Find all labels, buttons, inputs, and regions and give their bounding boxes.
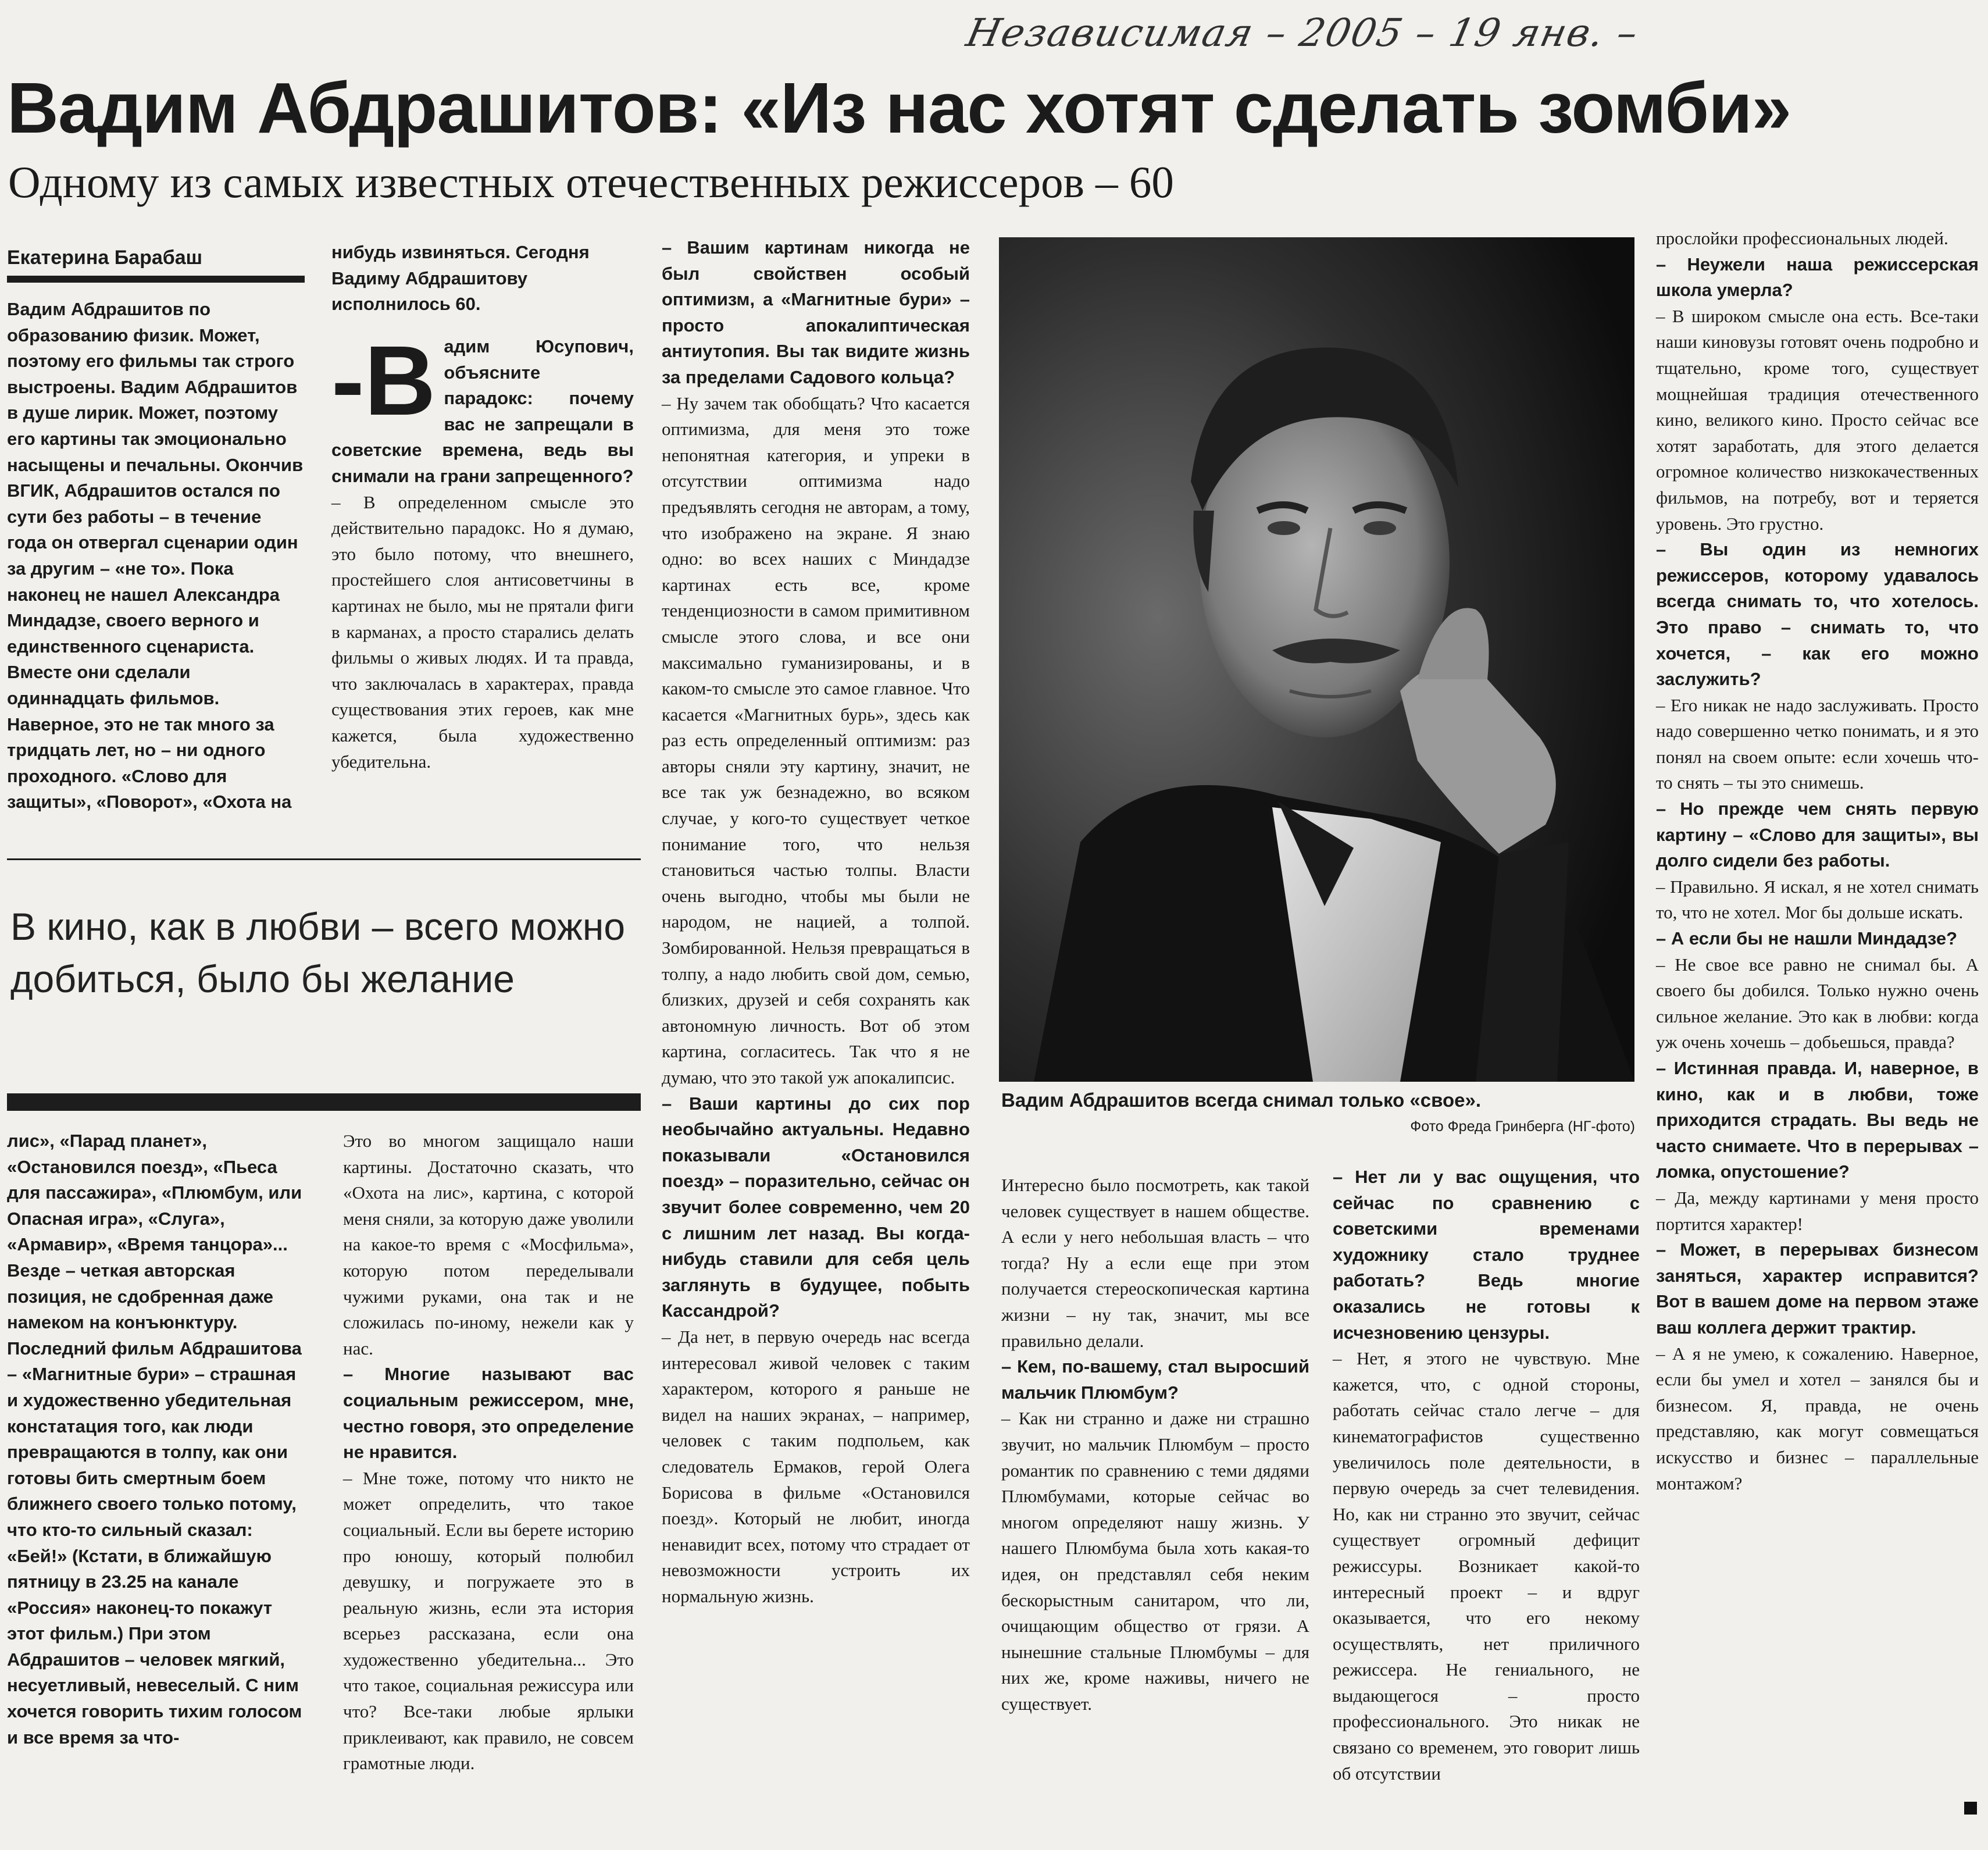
interview-answer: – Да нет, в первую очередь нас всегда интересовал живой человек с таким характером, которого я раньше не видел на наших экранах, – например, человек с таким подпольем, как следователь Ермаков, герой Олега Борисова в фильме «Остановился поезд». Который не любит, иногда ненавидит всех, потому что страдает от невозможности устроить их нормальную жизнь. bbox=[662, 1326, 970, 1606]
interview-question: – Многие называют вас социальным режиссером, мне, честно говоря, это определение не нравится. bbox=[343, 1364, 634, 1463]
interview-answer: Интересно было посмотреть, как такой человек существует в нашем обществе. А если у него небольшая власть – что тогда? Ну а если еще при этом получается стереоскопическая картина жизни – ну так, значит, мы все правильно делали. bbox=[1001, 1175, 1309, 1351]
handwritten-annotation: Независимая – 2005 – 19 янв. – bbox=[962, 10, 1643, 55]
interview-question: – Вашим картинам никогда не был свойствен особый оптимизм, а «Магнитные бури» – просто апокалиптическая антиутопия. Вы так видите жизнь за пределами Садового кольца? bbox=[662, 237, 970, 387]
end-of-article-mark bbox=[1964, 1802, 1977, 1815]
interview-answer: – Нет, я этого не чувствую. Мне кажется, что, с одной стороны, работать сейчас стало легче – для кинематографистов существенно увеличилось поле деятельности, в первую очередь за счет телевидения. Но, как ни странно это звучит, сейчас существует огромный дефицит режиссуры. Возникает какой-то интересный проект – и вдруг оказывается, что его некому осуществлять, нет приличного режиссера. Не гениального, не выдающегося – просто профессионального. Это никак не связано со временем, это говорит лишь об отсутствии bbox=[1333, 1348, 1640, 1784]
article-headline: Вадим Абдрашитов: «Из нас хотят сделать зомби» bbox=[7, 69, 1791, 148]
interview-question: – Нет ли у вас ощущения, что сейчас по сравнению с советскими временами художнику стало труднее работать? Ведь многие оказались не готовы к исчезновению цензуры. bbox=[1333, 1167, 1640, 1343]
interview-question: – Но прежде чем снять первую картину – «Слово для защиты», вы долго сидели без работы. bbox=[1656, 799, 1979, 871]
interview-answer: Это во многом защищало наши картины. Достаточно сказать, что «Охота на лис», картина, с которой меня сняли, за которую даже уволили на какое-то время с «Мосфильма», которую потом переделывали чужими руками, она так и не сложилась по-иному, нежели как у нас. bbox=[343, 1131, 634, 1359]
portrait-photo bbox=[999, 237, 1634, 1082]
drop-cap: -В bbox=[331, 326, 436, 436]
section-divider-thin bbox=[7, 858, 641, 860]
interview-question: – Вы один из немногих режиссеров, которому удавалось всегда снимать то, что хотелось. Это право – снимать то, что хочется, – как его можно заслужить? bbox=[1656, 539, 1979, 690]
interview-answer: прослойки профессиональных людей. bbox=[1656, 228, 1948, 248]
interview-answer: – Как ни странно и даже ни страшно звучит, но мальчик Плюмбум – просто романтик по сравнению с теми дядями Плюмбумами, которые сейчас во многом определяют нашу жизнь. У нашего Плюмбума была хоть какая-то идея, он представлял себя неким бескорыстным санитаром, что ли, очищающим общество от грязи. А нынешние стальные Плюмбумы – для них же, кроме наживы, ничего не существует. bbox=[1001, 1408, 1309, 1714]
interview-answer: – Правильно. Я искал, я не хотел снимать то, что не хотел. Мог бы дольше искать. bbox=[1656, 876, 1979, 923]
interview-answer: – Да, между картинами у меня просто портится характер! bbox=[1656, 1187, 1979, 1234]
lead-paragraph-1: Вадим Абдрашитов по образованию физик. Может, поэтому его фильмы так строго выстроены. Вадим Абдрашитов в душе лирик. Может, поэтому его картины так эмоционально насыщены и печальны. Окончив ВГИК, Абдрашитов остался по сути без работы – в течение года он отвергал сценарии один за другим – «не то». Пока наконец не нашел Александра Миндадзе, своего верного и единственного сценариста. Вместе они сделали одиннадцать фильмов. Наверное, это не так много за тридцать лет, но – ни одного проходного. «Слово для защиты», «Поворот», «Охота на bbox=[7, 299, 304, 812]
interview-question: – Кем, по-вашему, стал выросший мальчик Плюмбум? bbox=[1001, 1356, 1309, 1403]
interview-col6 bbox=[1656, 226, 1979, 1496]
byline-rule bbox=[7, 276, 305, 283]
interview-answer: – Не свое все равно не снимал бы. А своего бы добился. Только нужно очень сильное желание. Это как в любви: когда уж очень хочешь – добьешься, правда? bbox=[1656, 954, 1979, 1053]
byline-author: Екатерина Барабаш bbox=[7, 247, 202, 269]
interview-answer: – В определенном смысле это действительно парадокс. Но я думаю, это было потому, что внешнего, простейшего слоя антисоветчины в картинах не было, мы не прятали фиги в карманах, а просто старались делать фильмы о живых людях. И та правда, что заключалась в характерах, правда существования этих героев, как мне кажется, была художественно убедительна. bbox=[331, 491, 634, 772]
interview-col2-lower bbox=[343, 1128, 634, 1777]
lead-paragraph-3: лис», «Парад планет», «Остановился поезд», «Пьеса для пассажира», «Плюмбум, или Опасная игра», «Слуга», «Армавир», «Время танцора»... Везде – четкая авторская позиция, не сдобренная даже намеком на конъюнктуру. Последний фильм Абдрашитова – «Магнитные бури» – страшная и художественно убедительная констатация того, как люди превращаются в толпу, как они готовы бить смертным боем ближнего своего только потому, что кто-то сильный сказал: «Бей!» (Кстати, в ближайшую пятницу в 23.25 на канале «Россия» наконец-то покажут этот фильм.) При этом Абдрашитов – человек мягкий, несуетливый, невеселый. С ним хочется говорить тихим голосом и все время за что- bbox=[7, 1131, 302, 1748]
photo-caption: Вадим Абдрашитов всегда снимал только «свое». bbox=[1001, 1089, 1482, 1111]
interview-col5 bbox=[1333, 1164, 1640, 1787]
lead-text-col1 bbox=[7, 297, 305, 815]
interview-question: – Истинная правда. И, наверное, в кино, как и в любви, тоже приходится страдать. Вы ведь не часто снимаете. Что в перерывах – ломка, опустошение? bbox=[1656, 1058, 1979, 1182]
interview-answer: – А я не умею, к сожалению. Наверное, если бы умел и хотел – занялся бы и бизнесом. Я, правда, не очень представляю, как могут совмещаться искусство и бизнес – параллельные монтажом? bbox=[1656, 1343, 1979, 1493]
lead-paragraph-2: нибудь извиняться. Сегодня Вадиму Абдрашитову исполнилось 60. bbox=[331, 242, 590, 315]
lead-text-col1-lower bbox=[7, 1128, 305, 1751]
interview-question: – Ваши картины до сих пор необычайно актуальны. Недавно показывали «Остановился поезд» – поразительно, сейчас он звучит более современно, чем 20 с лишним лет назад. Вы когда-нибудь ставили для себя цель заглянуть в будущее, побыть Кассандрой? bbox=[662, 1093, 970, 1321]
interview-col2-top bbox=[331, 326, 634, 775]
interview-answer: – Ну зачем так обобщать? Что касается оптимизма, для меня это тоже непонятная категория, и упреки в отсутствии оптимизма надо предъявлять сегодня не авторам, а тому, что изображено на экране. Я знаю одно: во всех наших с Миндадзе картинах есть все, кроме тенденциозности в самом примитивном смысле этого слова, и все они максимально гуманизированы, и в каком-то смысле это самое главное. Что касается «Магнитных бурь», здесь как раз есть определенный оптимизм: раз авторы сняли эту картину, значит, не все так уж безнадежно, во всяком случае, у кого-то существует четкое понимание того, что нельзя становиться частью толпы. Власти очень выгодно, чтобы мы были не народом, не нацией, а толпой. Зомбированной. Нельзя превращаться в толпу, а надо любить свой дом, семью, близких, друзей и себя сохранять как автономную личность. Вот об этом картина, согласитесь. Так что я не думаю, что это такой уж апокалипсис. bbox=[662, 393, 970, 1088]
interview-answer: – Мне тоже, потому что никто не может определить, что такое социальный. Если вы берете историю про юношу, который полюбил девушку, и погружаете это в реальную жизнь, если эта история всерьез рассказана, если она художественно убедительна... Это что такое, социальная режиссура или что? Все-таки любые ярлыки приклеивают, как правило, не совсем грамотные люди. bbox=[343, 1467, 634, 1774]
interview-question: – А если бы не нашли Миндадзе? bbox=[1656, 928, 1958, 949]
interview-answer: – В широком смысле она есть. Все-таки наши киновузы готовят очень подробно и тщательно, кроме того, существует мощнейшая традиция отечественного кино, великого кино. Просто сейчас все хотят заработать, для этого делается огромное количество низкокачественных фильмов, на потребу, вот и теряется уровень. Это грустно. bbox=[1656, 305, 1979, 534]
article-subheadline: Одному из самых известных отечественных режиссеров – 60 bbox=[8, 157, 1174, 207]
interview-col3 bbox=[662, 235, 970, 1609]
interview-answer: – Его никак не надо заслуживать. Просто надо совершенно четко понимать, и я это понял на своем опыте: если хочешь что-то снять – ты это снимешь. bbox=[1656, 694, 1979, 793]
portrait-photo-image bbox=[999, 237, 1634, 1082]
interview-question: – Может, в перерывах бизнесом заняться, характер исправится? Вот в вашем доме на первом этаже ваш коллега держит трактир. bbox=[1656, 1239, 1979, 1338]
lead-text-col2 bbox=[331, 240, 634, 318]
pull-quote: В кино, как в любви – всего можно добиться, было бы желание bbox=[10, 905, 626, 1000]
interview-col4 bbox=[1001, 1172, 1309, 1717]
photo-credit: Фото Фреда Гринберга (НГ-фото) bbox=[1410, 1118, 1635, 1135]
interview-question: адим Юсупович, объясните парадокс: почему вас не запрещали в советские времена, ведь вы снимали на грани запрещенного? bbox=[331, 336, 634, 486]
pull-quote-rule bbox=[7, 1093, 641, 1111]
interview-question: – Неужели наша режиссерская школа умерла? bbox=[1656, 254, 1979, 301]
